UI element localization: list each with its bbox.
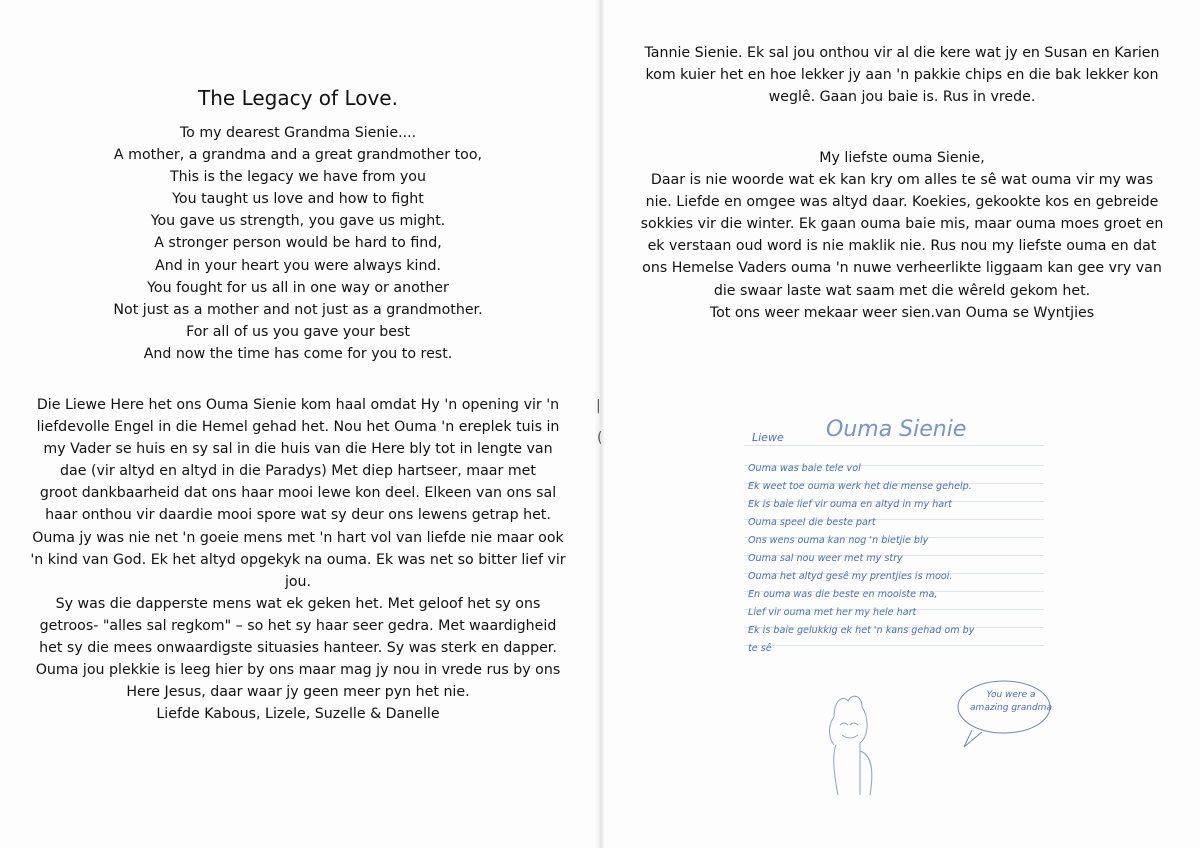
- handwritten-card: [744, 405, 1054, 805]
- left-page: [0, 0, 596, 848]
- card-greeting: Liewe: [752, 431, 784, 444]
- poem-line: This is the legacy we have from you: [170, 169, 426, 186]
- note-line: die swaar laste wat saam met die wêreld gekom het.: [713, 282, 1091, 299]
- card-line: Ek is baie gelukkig ek het 'n kans gehad om by: [748, 625, 975, 636]
- note-line: My liefste ouma Sienie,: [819, 150, 985, 166]
- poem-line: To my dearest Grandma Sienie....: [179, 125, 417, 141]
- tribute-signature: Liefde Kabous, Lizele, Suzelle & Danelle: [156, 706, 440, 723]
- note-line: Daar is nie woorde wat ek kan kry om alles te sê wat ouma vir my was: [650, 172, 1154, 189]
- tribute-line: Ouma jy was nie net 'n goeie mens met 'n hart vol van liefde nie maar ook: [32, 529, 564, 546]
- card-line: Ek is baie lief vir ouma en altyd in my hart: [748, 499, 952, 510]
- card-line: Ons wens ouma kan nog 'n bietjie bly: [748, 535, 929, 546]
- card-line: En ouma was die beste en mooiste ma,: [748, 589, 938, 600]
- liefste-note: [618, 147, 1186, 324]
- staple-mark: (: [597, 430, 603, 446]
- poem-line: A mother, a grandma and a great grandmother too,: [113, 147, 483, 164]
- speech-bubble-text: You were a amazing grandma: [970, 690, 1052, 713]
- card-line: Ouma het altyd gesê my prentjies is mooi.: [748, 571, 953, 582]
- poem: [0, 122, 596, 365]
- card-line: Ouma speel die beste part: [748, 517, 876, 528]
- card-line: Ek weet toe ouma werk het die mense gehelp.: [748, 481, 972, 492]
- tribute-paragraph: [14, 394, 582, 725]
- tribute-line: Ouma jou plekkie is leeg hier by ons maar mag jy nou in vrede rus by ons: [35, 662, 561, 679]
- tribute-line: my Vader se huis en sy sal in die huis van die Here bly tot in lengte van: [43, 441, 553, 458]
- poem-line: Not just as a mother and not just as a grandmother.: [113, 301, 483, 318]
- card-line: Ouma sal nou weer met my stry: [748, 553, 903, 564]
- note-line: ons Hemelse Vaders ouma 'n nuwe verheerlikte liggaam kan gee vry van: [642, 260, 1162, 277]
- tribute-line: haar onthou vir daardie mooi spore wat sy deur ons lewens getrap het.: [45, 507, 551, 524]
- tribute-line: Die Liewe Here het ons Ouma Sienie kom haal omdat Hy 'n opening vir 'n: [36, 397, 560, 413]
- card-line: Ouma was baie tele vol: [748, 463, 861, 474]
- note-line: Tot ons weer mekaar weer sien.van Ouma se Wyntjies: [709, 304, 1095, 321]
- poem-line: You fought for us all in one way or another: [147, 279, 449, 296]
- note-line: sokkies vir die winter. Ek gaan ouma baie mis, maar ouma moes groet en: [640, 216, 1164, 233]
- card-name: Ouma Sienie: [826, 417, 967, 442]
- poem-line: A stronger person would be hard to find,: [154, 235, 442, 252]
- page-title: The Legacy of Love.: [198, 86, 398, 110]
- tribute-line: groot dankbaarheid dat ons haar mooi lewe kon deel. Elkeen van ons sal: [39, 485, 557, 502]
- ruled-line: [744, 645, 1044, 646]
- tribute-line: getroos- "alles sal regkom" – so het sy haar seer gedra. Met waardigheid: [39, 617, 557, 634]
- tribute-line: jou.: [284, 573, 312, 590]
- card-line: te sê: [748, 643, 772, 654]
- staple-mark: |: [596, 398, 601, 414]
- right-page: [604, 0, 1200, 848]
- poem-line: And in your heart you were always kind.: [155, 257, 441, 274]
- tribute-line: het sy die mees onwaardigste situasies hanteer. Sy was sterk en dapper.: [39, 640, 557, 657]
- poem-line: You taught us love and how to fight: [172, 191, 424, 208]
- note-line: ek verstaan oud word is nie maklik nie. Rus nou my liefste ouma en dat: [647, 238, 1157, 255]
- note-line: Tannie Sienie. Ek sal jou onthou vir al die kere wat jy en Susan en Karien: [644, 45, 1160, 61]
- tannie-note: [618, 42, 1186, 108]
- tribute-line: dae (vir altyd en altyd in die Paradys) Met diep hartseer, maar met: [60, 463, 536, 480]
- tribute-line: Sy was die dapperste mens wat ek geken het. Met geloof het sy ons: [55, 595, 541, 612]
- poem-line: For all of us you gave your best: [186, 323, 410, 340]
- poem-line: And now the time has come for you to rest.: [143, 345, 453, 362]
- note-line: weglê. Gaan jou baie is. Rus in vrede.: [768, 89, 1036, 106]
- tribute-line: liefdevolle Engel in die Hemel gehad het. Nou het Ouma 'n ereplek tuis in: [36, 419, 560, 436]
- tribute-line: 'n kind van God. Ek het altyd opgekyk na ouma. Ek was net so bitter lief vir: [30, 551, 566, 568]
- card-line: Lief vir ouma met her my hele hart: [748, 607, 917, 618]
- ruled-line: [744, 445, 1044, 446]
- tribute-line: Here Jesus, daar waar jy geen meer pyn het nie.: [126, 684, 470, 701]
- poem-line: You gave us strength, you gave us might.: [150, 213, 446, 230]
- note-line: kom kuier het en hoe lekker jy aan 'n pakkie chips en die bak lekker kon: [645, 67, 1159, 84]
- note-line: nie. Liefde en omgee was altyd daar. Koekies, gekookte kos en gebreide: [645, 194, 1159, 211]
